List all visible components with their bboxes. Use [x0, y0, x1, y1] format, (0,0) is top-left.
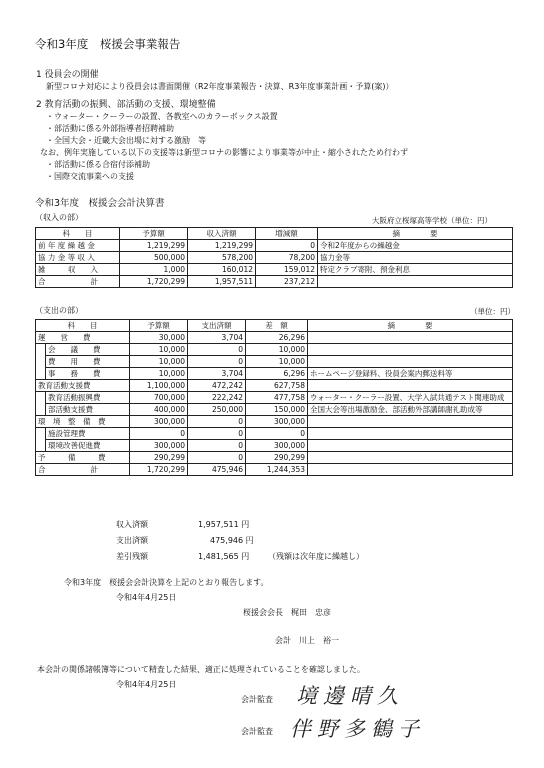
spent-value: 0	[188, 452, 246, 464]
budget-value: 30,000	[130, 332, 188, 344]
difference-value: 300,000	[246, 440, 308, 452]
col-subject: 科 目	[36, 320, 130, 332]
row-label: 協 力 金 等 収 入	[36, 252, 120, 264]
total-row	[36, 276, 513, 288]
spent-value: 472,242	[188, 380, 246, 392]
difference-value: 10,000	[246, 344, 308, 356]
budget-value: 10,000	[130, 356, 188, 368]
expense-unit: （単位：円）	[470, 307, 515, 316]
difference-value: 10,000	[246, 356, 308, 368]
remarks	[308, 356, 513, 368]
col-remarks: 摘 要	[308, 320, 513, 332]
expense-label: （支出の部）	[35, 306, 83, 315]
indent-cell	[36, 440, 46, 452]
change-value: 0	[256, 240, 318, 252]
summary-label: 差引残額	[116, 552, 148, 561]
remarks	[308, 332, 513, 344]
table-row	[36, 392, 513, 404]
settlement-title: 令和3年度 桜援会会計決算書	[35, 198, 165, 209]
summary-value: 475,946 円	[210, 536, 254, 545]
budget-value: 300,000	[130, 440, 188, 452]
spent-value: 3,704	[188, 332, 246, 344]
row-label: 事 務 費	[46, 368, 130, 380]
school-unit: 大阪府立桜塚高等学校（単位：円）	[372, 216, 492, 225]
remarks	[308, 344, 513, 356]
col-subject: 科 目	[36, 228, 120, 240]
budget-value: 10,000	[130, 344, 188, 356]
section2-item: ・部活動に係る外部指導者招聘補助	[46, 124, 174, 133]
table-row	[36, 380, 513, 392]
table-row	[36, 252, 513, 264]
row-label: 合 計	[36, 276, 120, 288]
remarks	[308, 380, 513, 392]
expense-table	[35, 319, 513, 476]
indent-cell	[36, 368, 46, 380]
spent-value: 0	[188, 440, 246, 452]
row-label: 前 年 度 繰 越 金	[36, 240, 120, 252]
row-label: 雑 収 入	[36, 264, 120, 276]
row-label: 合 計	[36, 464, 130, 476]
auditor-signature: 境邊晴久	[296, 684, 404, 708]
col-remarks: 摘 要	[318, 228, 513, 240]
remarks: ホームページ登録料、役員会案内郵送料等	[308, 368, 513, 380]
spent-value: 475,946	[188, 464, 246, 476]
row-label: 教育活動支援費	[36, 380, 130, 392]
table-row	[36, 344, 513, 356]
section2-heading: 2 教育活動の振興、部活動の支援、環境整備	[36, 100, 216, 110]
received-value: 578,200	[188, 252, 256, 264]
remarks: 特定クラブ寄附、預金利息	[318, 264, 513, 276]
row-label: 教育活動振興費	[46, 392, 130, 404]
table-row	[36, 264, 513, 276]
table-row	[36, 452, 513, 464]
indent-cell	[36, 392, 46, 404]
budget-value: 1,720,299	[120, 276, 188, 288]
budget-value: 300,000	[130, 416, 188, 428]
difference-value: 1,244,353	[246, 464, 308, 476]
total-row	[36, 464, 513, 476]
col-budget: 予算額	[130, 320, 188, 332]
change-value: 159,012	[256, 264, 318, 276]
difference-value: 26,296	[246, 332, 308, 344]
col-difference: 差 額	[246, 320, 308, 332]
report-text: 令和3年度 桜援会会計決算を上記のとおり報告します。	[64, 578, 269, 587]
section2-item: ・ウォーター・クーラーの設置、各教室へのカラーボックス設置	[46, 112, 278, 121]
page-title: 令和3年度 桜援会事業報告	[35, 37, 181, 51]
auditor-label: 会計監査	[241, 727, 273, 736]
spent-value: 222,242	[188, 392, 246, 404]
chairman-name: 桜援会会長 梶田 忠彦	[243, 608, 331, 617]
budget-value: 500,000	[120, 252, 188, 264]
difference-value: 150,000	[246, 404, 308, 416]
row-label: 部活動支援費	[46, 404, 130, 416]
col-budget: 予算額	[120, 228, 188, 240]
section1-heading: 1 役員会の開催	[36, 70, 99, 80]
row-label: 費 用 費	[46, 356, 130, 368]
remarks	[308, 452, 513, 464]
summary-note: （残額は次年度に繰越し）	[268, 552, 364, 561]
auditor-signature: 伴野多鶴子	[290, 717, 425, 741]
col-received: 収入済額	[188, 228, 256, 240]
section2-item: ・全国大会・近畿大会出場に対する激励 等	[46, 136, 206, 145]
row-label: 予 備 費	[36, 452, 130, 464]
spent-value: 0	[188, 416, 246, 428]
table-row	[36, 332, 513, 344]
row-label: 運 営 費	[36, 332, 130, 344]
received-value: 1,219,299	[188, 240, 256, 252]
budget-value: 1,219,299	[120, 240, 188, 252]
remarks	[308, 416, 513, 428]
col-change: 増減額	[256, 228, 318, 240]
table-row	[36, 440, 513, 452]
budget-value: 700,000	[130, 392, 188, 404]
difference-value: 0	[246, 428, 308, 440]
budget-value: 1,100,000	[130, 380, 188, 392]
budget-value: 1,720,299	[130, 464, 188, 476]
remarks: 協力金等	[318, 252, 513, 264]
table-row	[36, 240, 513, 252]
indent-cell	[36, 404, 46, 416]
budget-value: 0	[130, 428, 188, 440]
difference-value: 627,758	[246, 380, 308, 392]
difference-value: 300,000	[246, 416, 308, 428]
indent-cell	[36, 356, 46, 368]
difference-value: 6,296	[246, 368, 308, 380]
row-label: 施設管理費	[46, 428, 130, 440]
summary-label: 支出済額	[116, 536, 148, 545]
budget-value: 1,000	[120, 264, 188, 276]
audit-date: 令和4年4月25日	[116, 680, 177, 689]
row-label: 環 境 整 備 費	[36, 416, 130, 428]
section2-item: ・部活動に係る合宿付添補助	[46, 160, 150, 169]
summary-label: 収入済額	[116, 520, 148, 529]
auditor-label: 会計監査	[241, 695, 273, 704]
remarks: 令和2年度からの繰越金	[318, 240, 513, 252]
spent-value: 3,704	[188, 368, 246, 380]
remarks: ウォーター・クーラー設置、大学入試共通テスト関連助成	[308, 392, 513, 404]
indent-cell	[36, 344, 46, 356]
received-value: 160,012	[188, 264, 256, 276]
section2-note: なお、例年実施している以下の支援等は新型コロナの影響により事業等が中止・縮小されたため行わず	[40, 148, 408, 157]
table-row	[36, 428, 513, 440]
table-row	[36, 368, 513, 380]
col-spent: 支出済額	[188, 320, 246, 332]
spent-value: 0	[188, 428, 246, 440]
difference-value: 290,299	[246, 452, 308, 464]
report-date: 令和4年4月25日	[116, 593, 177, 602]
summary-value: 1,957,511 円	[198, 520, 250, 529]
audit-text: 本会計の関係諸帳簿等について精査した結果、適正に処理されていることを確認しました。	[37, 665, 365, 674]
treasurer-name: 会計 川上 裕一	[275, 636, 339, 645]
spent-value: 250,000	[188, 404, 246, 416]
section2-item: ・国際交流事業への支援	[46, 172, 134, 181]
expense-header-row	[36, 320, 513, 332]
difference-value: 477,758	[246, 392, 308, 404]
spent-value: 0	[188, 356, 246, 368]
table-row	[36, 356, 513, 368]
budget-value: 400,000	[130, 404, 188, 416]
spent-value: 0	[188, 344, 246, 356]
row-label: 環境改善促進費	[46, 440, 130, 452]
indent-cell	[36, 428, 46, 440]
remarks: 全国大会等出場激励金、部活動外部講師謝礼助成等	[308, 404, 513, 416]
change-value: 78,200	[256, 252, 318, 264]
remarks	[318, 276, 513, 288]
remarks	[308, 440, 513, 452]
summary-value: 1,481,565 円	[198, 552, 250, 561]
change-value: 237,212	[256, 276, 318, 288]
income-label: （収入の部）	[35, 213, 83, 222]
remarks	[308, 464, 513, 476]
budget-value: 10,000	[130, 368, 188, 380]
table-row	[36, 416, 513, 428]
section1-text: 新型コロナ対応により役員会は書面開催（R2年度事業報告・決算、R3年度事業計画・予算(案)）	[46, 82, 394, 91]
row-label: 会 議 費	[46, 344, 130, 356]
budget-value: 290,299	[130, 452, 188, 464]
income-table	[35, 227, 513, 288]
remarks	[308, 428, 513, 440]
received-value: 1,957,511	[188, 276, 256, 288]
table-row	[36, 404, 513, 416]
income-header-row	[36, 228, 513, 240]
